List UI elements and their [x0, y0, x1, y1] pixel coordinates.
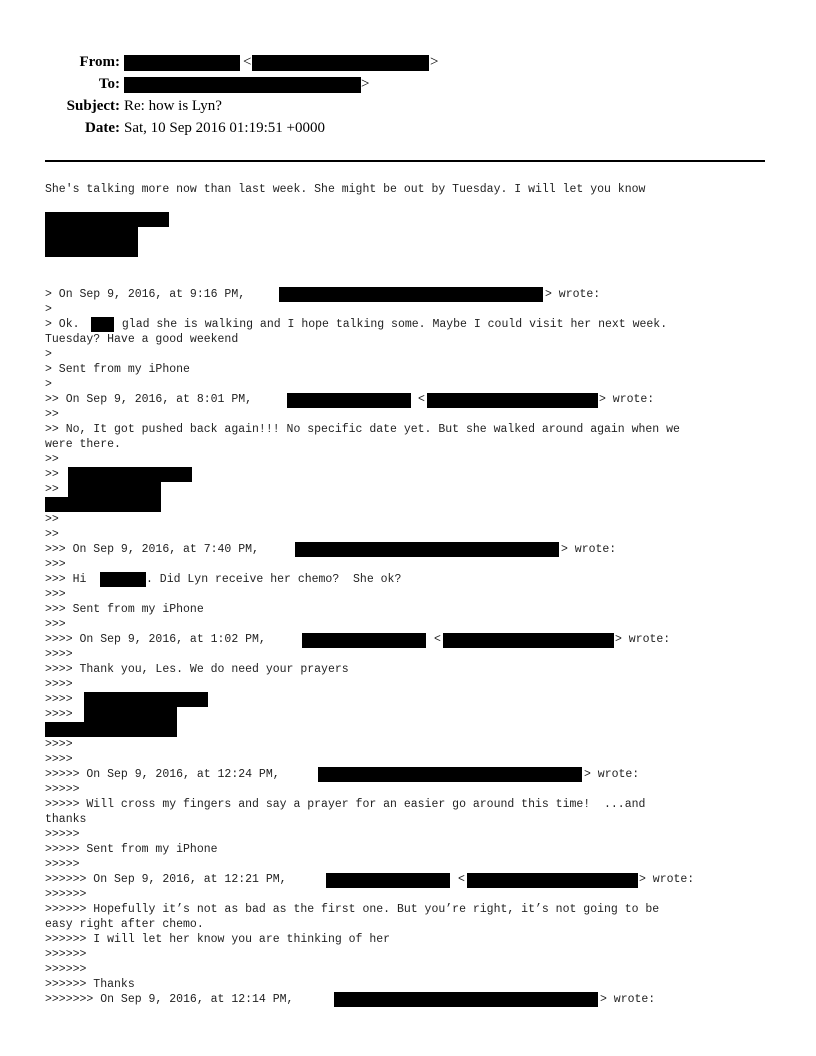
- body-line: >>>>>: [45, 858, 80, 871]
- body-line: >>>>>>: [45, 948, 87, 961]
- redaction-bar: [295, 542, 559, 557]
- redaction-bar: [91, 317, 114, 332]
- body-line: glad she is walking and I hope talking some. Maybe I could visit her next week.: [115, 318, 668, 331]
- body-line: >>>>: [45, 678, 73, 691]
- body-line: >>>> Thank you, Les. We do need your prayers: [45, 663, 349, 676]
- redaction-bar: [45, 242, 138, 257]
- body-line: > wrote:: [600, 993, 656, 1006]
- body-line: >>: [45, 408, 59, 421]
- body-line: >>>>>> Hopefully it’s not as bad as the first one. But you’re right, it’s not going to be: [45, 903, 660, 916]
- redaction-bar: [318, 767, 582, 782]
- redaction-bar: [287, 393, 411, 408]
- body-line: Tuesday? Have a good weekend: [45, 333, 239, 346]
- body-line: >>>>>>: [45, 888, 87, 901]
- body-line: >>>: [45, 588, 66, 601]
- body-line: >>>>>> Thanks: [45, 978, 135, 991]
- subject-label: Subject:: [66, 98, 120, 114]
- body-line: >>>: [45, 558, 66, 571]
- redaction-bar: [45, 212, 169, 227]
- body-line: >>>>: [45, 648, 73, 661]
- body-line: >>: [45, 513, 59, 526]
- redaction-bar: [68, 467, 192, 482]
- redaction-bar: [252, 55, 429, 71]
- body-line: > Sent from my iPhone: [45, 363, 190, 376]
- body-line: <: [418, 393, 425, 406]
- body-line: >>>>: [45, 738, 73, 751]
- body-line: >: [45, 378, 52, 391]
- body-line: >>>>: [45, 693, 73, 706]
- redaction-bar: [124, 55, 240, 71]
- body-line: >>>>> Will cross my fingers and say a prayer for an easier go around this time! ...and: [45, 798, 646, 811]
- body-line: > wrote:: [615, 633, 671, 646]
- redaction-bar: [279, 287, 543, 302]
- body-line: >: [45, 348, 52, 361]
- redaction-bar: [467, 873, 638, 888]
- body-line: >>>>>>> On Sep 9, 2016, at 12:14 PM,: [45, 993, 294, 1006]
- angle-open: <: [243, 54, 252, 70]
- body-line: >: [45, 303, 52, 316]
- body-line: >>>>: [45, 753, 73, 766]
- to-label: To:: [98, 76, 120, 92]
- body-line: > Ok.: [45, 318, 80, 331]
- body-line: > wrote:: [584, 768, 640, 781]
- body-line: >>: [45, 468, 59, 481]
- date-value: Sat, 10 Sep 2016 01:19:51 +0000: [124, 120, 325, 136]
- body-line: >>> On Sep 9, 2016, at 7:40 PM,: [45, 543, 259, 556]
- redaction-bar: [45, 497, 161, 512]
- body-line: >> On Sep 9, 2016, at 8:01 PM,: [45, 393, 253, 406]
- redaction-bar: [326, 873, 450, 888]
- redaction-bar: [84, 707, 177, 722]
- body-line: >>: [45, 453, 59, 466]
- body-line: >>: [45, 528, 59, 541]
- body-line: She's talking more now than last week. She might be out by Tuesday. I will let you know: [45, 183, 646, 196]
- body-line: >>>>> On Sep 9, 2016, at 12:24 PM,: [45, 768, 280, 781]
- body-line: > wrote:: [639, 873, 695, 886]
- body-line: easy right after chemo.: [45, 918, 204, 931]
- body-line: <: [458, 873, 465, 886]
- redaction-bar: [84, 692, 208, 707]
- body-line: >>>>>>: [45, 963, 87, 976]
- redaction-bar: [443, 633, 614, 648]
- header-divider: [45, 160, 765, 162]
- body-line: >>>>>> On Sep 9, 2016, at 12:21 PM,: [45, 873, 287, 886]
- redaction-bar: [302, 633, 426, 648]
- body-line: >>>> On Sep 9, 2016, at 1:02 PM,: [45, 633, 266, 646]
- redaction-bar: [334, 992, 598, 1007]
- redaction-bar: [124, 77, 361, 93]
- body-line: >>>>>: [45, 828, 80, 841]
- body-line: > On Sep 9, 2016, at 9:16 PM,: [45, 288, 246, 301]
- body-line: >>>>>> I will let her know you are thinking of her: [45, 933, 391, 946]
- body-line: >>: [45, 483, 59, 496]
- redaction-bar: [68, 482, 161, 497]
- body-line: >>> Hi: [45, 573, 87, 586]
- redaction-bar: [45, 227, 138, 242]
- body-line: were there.: [45, 438, 121, 451]
- body-line: >>>>> Sent from my iPhone: [45, 843, 218, 856]
- redaction-bar: [100, 572, 146, 587]
- body-line: >>>: [45, 618, 66, 631]
- date-label: Date:: [85, 120, 120, 136]
- angle-close: >: [361, 76, 370, 92]
- angle-close: >: [430, 54, 439, 70]
- body-line: >>>>: [45, 708, 73, 721]
- body-line: >>> Sent from my iPhone: [45, 603, 204, 616]
- body-line: . Did Lyn receive her chemo? She ok?: [146, 573, 402, 586]
- body-line: > wrote:: [561, 543, 617, 556]
- body-line: <: [434, 633, 441, 646]
- redaction-bar: [427, 393, 598, 408]
- body-line: >>>>>: [45, 783, 80, 796]
- body-line: thanks: [45, 813, 87, 826]
- from-label: From:: [79, 54, 120, 70]
- subject-value: Re: how is Lyn?: [124, 98, 222, 114]
- body-line: > wrote:: [599, 393, 655, 406]
- body-line: > wrote:: [545, 288, 601, 301]
- redaction-bar: [45, 722, 177, 737]
- body-line: >> No, It got pushed back again!!! No specific date yet. But she walked around again when we: [45, 423, 680, 436]
